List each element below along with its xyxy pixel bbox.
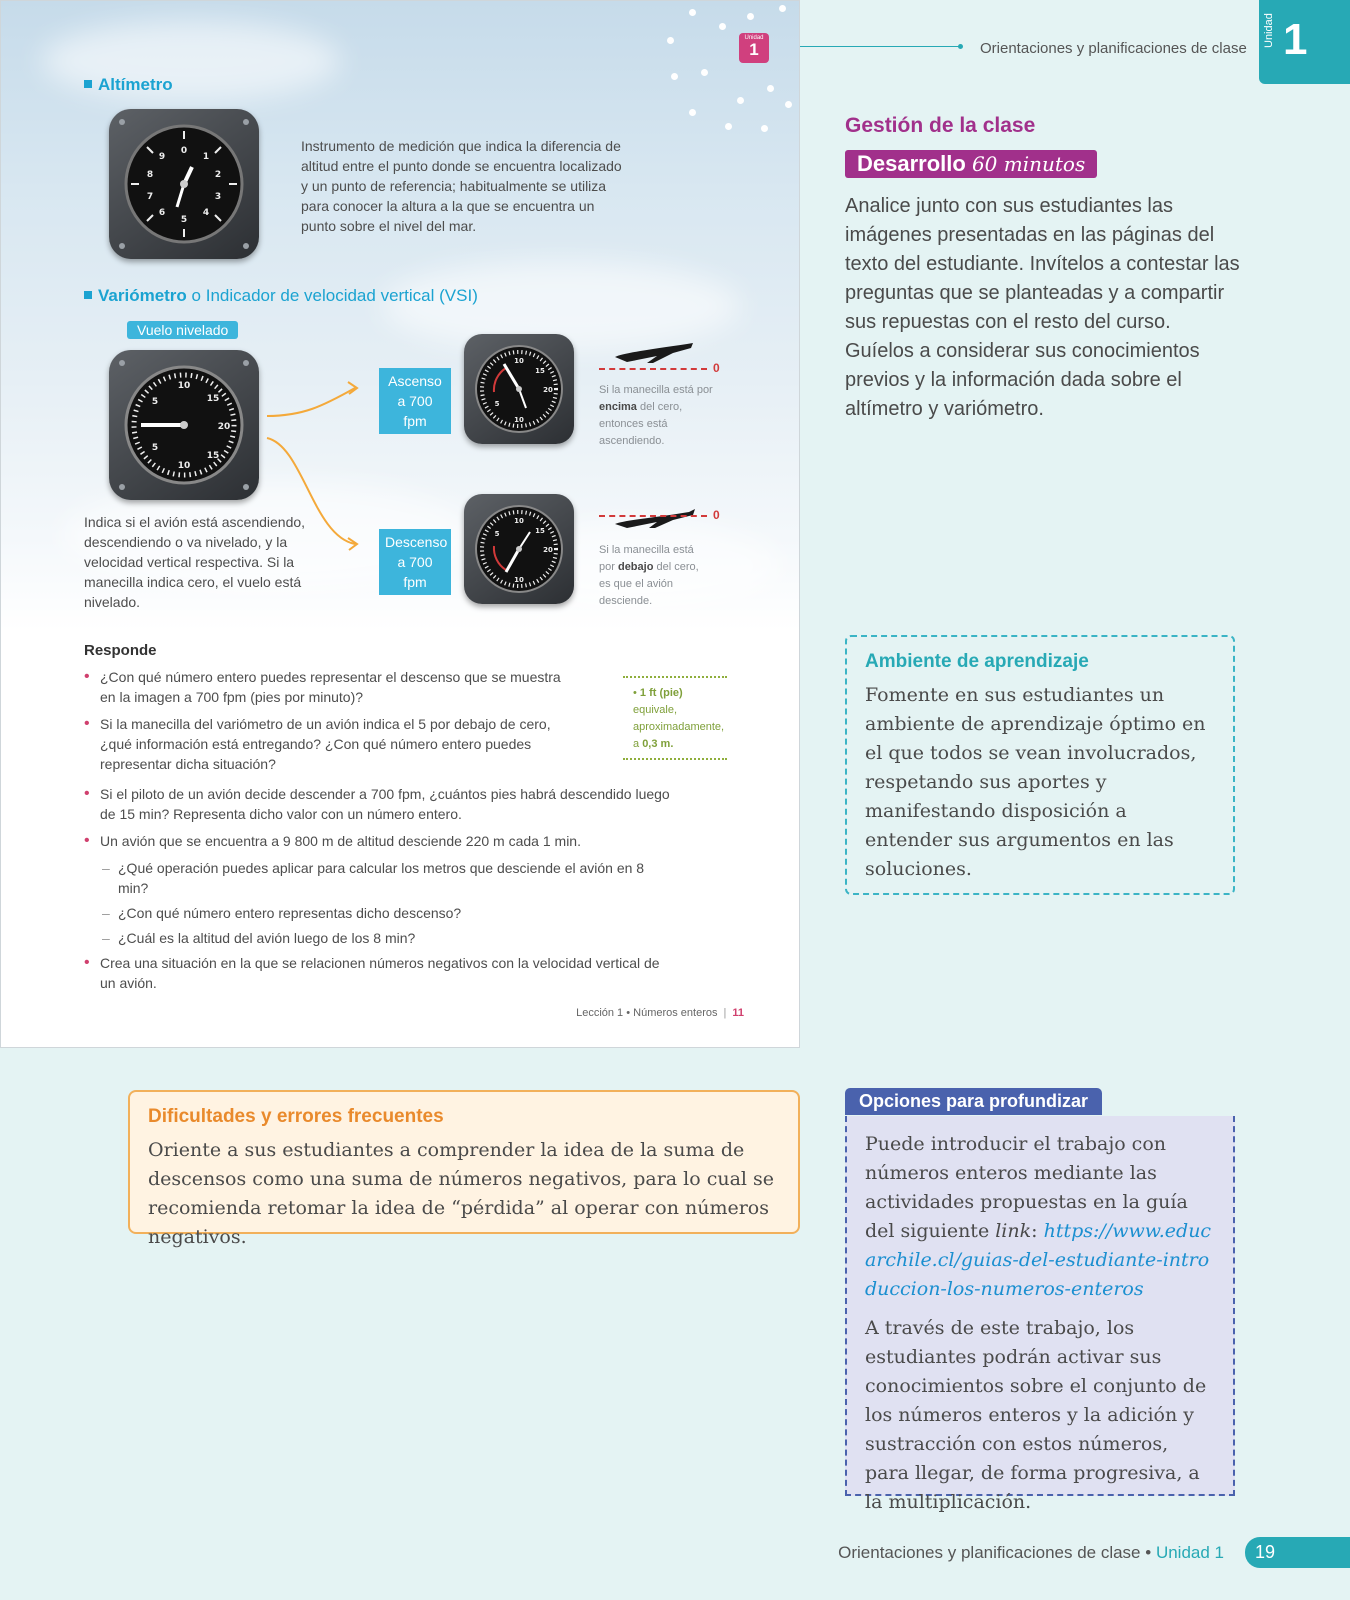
- svg-text:10: 10: [514, 517, 524, 525]
- opciones-text-1: Puede introducir el trabajo con números enteros mediante las actividades propuestas en la guía del siguiente link: https://www.educarchile.cl/guias-del-estudiante-introduccion-los-numeros-enteros: [865, 1133, 1212, 1300]
- svg-text:1: 1: [202, 152, 210, 162]
- airplane-descent-icon: [613, 506, 697, 534]
- list-item: – ¿Cuál es la altitud del avión luego de los 8 min?: [84, 928, 674, 948]
- svg-text:2: 2: [214, 170, 222, 180]
- unit-conversion-note: • 1 ft (pie) equivale, aproximadamente, a 0,3 m.: [623, 676, 727, 760]
- svg-text:7: 7: [146, 192, 154, 202]
- variometer-level-gauge: [109, 350, 259, 500]
- svg-text:0: 0: [180, 146, 188, 156]
- opciones-text-2: A través de este trabajo, los estudiantes podrán activar sus conocimientos sobre el conjunto de los números enteros y la adición y sustracción con estos números, para llegar, de forma progresiva, a la multiplicación.: [865, 1317, 1207, 1513]
- list-item: – ¿Qué operación puedes aplicar para calcular los metros que desciende el avión en 8 min?: [84, 858, 674, 898]
- svg-text:5: 5: [494, 400, 500, 408]
- svg-text:15: 15: [206, 451, 220, 461]
- svg-text:10: 10: [514, 416, 524, 424]
- opciones-box: [845, 1116, 1235, 1513]
- svg-text:4: 4: [202, 208, 210, 218]
- list-item: • ¿Con qué número entero puedes representar el descenso que se muestra en la imagen a 700 fpm (pies por minuto)?: [84, 667, 574, 707]
- dificultades-box: [128, 1090, 800, 1248]
- zero-reference-line: [599, 515, 707, 517]
- header-dot: [958, 44, 963, 49]
- svg-text:5: 5: [494, 530, 500, 538]
- gestion-text: Analice junto con sus estudiantes las imágenes presentadas en las páginas del texto del estudiante. Invítelos a contestar las preguntas que se planteadas y a compartir sus repuestas con el resto del curso. Guíelos a considerar sus conocimientos previos y la información dada sobre el altímetro y variómetro.: [845, 195, 1240, 420]
- list-item: • Si la manecilla del variómetro de un avión indica el 5 por debajo de cero, ¿qué información está entregando? ¿Con qué número entero puedes representar dicha situación?: [84, 714, 574, 774]
- desarrollo-badge: Desarrollo 60 minutos: [845, 150, 1097, 178]
- unit-badge-label: Unidad: [744, 35, 764, 41]
- unit-badge-number: 1: [749, 40, 759, 59]
- student-book-page: [0, 0, 800, 1048]
- descenso-label: Descenso a 700 fpm: [379, 529, 451, 595]
- dificultades-text: Oriente a sus estudiantes a comprender la idea de la suma de descensos como una suma de números negativos, para lo cual se recomienda retomar la idea de “pérdida” al operar con números negativos.: [148, 1139, 775, 1248]
- svg-text:3: 3: [214, 192, 222, 202]
- svg-text:15: 15: [535, 527, 545, 535]
- list-item: • Crea una situación en la que se relacionen números negativos con la velocidad vertical de un avión.: [84, 953, 674, 993]
- page-footer: Orientaciones y planificaciones de clase • Unidad 1: [838, 1543, 1224, 1562]
- svg-text:5: 5: [151, 443, 159, 453]
- svg-text:10: 10: [177, 381, 191, 391]
- altimetro-description: Instrumento de medición que indica la diferencia de altitud entre el punto donde se encuentra localizado y un punto de referencia; habitualmente se utiliza para conocer la altura a la que se encuentra un punto sobre el nivel del mar.: [301, 138, 622, 234]
- decorative-dots: [649, 1, 799, 141]
- unit-tab-number: 1: [1283, 15, 1308, 64]
- zero-label: 0: [713, 508, 720, 522]
- ambiente-text: Fomente en sus estudiantes un ambiente de aprendizaje óptimo en el que todos se vean involucrados, respetando sus aportes y manifestando disposición a entender sus argumentos en las soluciones.: [865, 684, 1206, 880]
- zero-label: 0: [713, 361, 720, 375]
- svg-text:20: 20: [217, 422, 231, 432]
- svg-text:5: 5: [180, 215, 188, 225]
- variometro-title: Variómetro o Indicador de velocidad vertical (VSI): [84, 286, 478, 306]
- svg-text:9: 9: [158, 152, 166, 162]
- altimeter-gauge-image: [109, 109, 259, 259]
- bullet-square-icon: [84, 80, 92, 88]
- svg-text:20: 20: [543, 546, 553, 554]
- page-number: 19: [1245, 1537, 1350, 1568]
- header-rule: [800, 46, 960, 47]
- level-flight-label: Vuelo nivelado: [127, 321, 238, 339]
- variometer-climb-gauge: [464, 334, 574, 444]
- opciones-title: Opciones para profundizar: [845, 1088, 1102, 1115]
- unit-tab: [1259, 0, 1350, 84]
- variometro-description: Indica si el avión está ascendiendo, descendiendo o va nivelado, y la velocidad vertical respectiva. Si la manecilla indica cero, el vuelo está nivelado.: [84, 514, 306, 610]
- educarchile-link[interactable]: https://www.educarchile.cl/guias-del-estudiante-introduccion-los-numeros-enteros: [865, 1220, 1212, 1300]
- question-list: [84, 667, 674, 1000]
- header-title: Orientaciones y planificaciones de clase: [980, 40, 1247, 57]
- ascenso-label: Ascenso a 700 fpm: [379, 368, 451, 434]
- svg-text:15: 15: [206, 394, 220, 404]
- altimetro-title: Altímetro: [84, 75, 173, 95]
- responde-title: Responde: [84, 642, 157, 659]
- svg-text:10: 10: [514, 357, 524, 365]
- svg-text:8: 8: [146, 170, 154, 180]
- airplane-climb-icon: [613, 341, 697, 369]
- unit-badge: [739, 33, 769, 63]
- svg-text:6: 6: [158, 208, 166, 218]
- ambiente-box: [845, 635, 1235, 895]
- ambiente-title: Ambiente de aprendizaje: [865, 651, 1089, 672]
- bullet-square-icon: [84, 291, 92, 299]
- svg-text:10: 10: [177, 461, 191, 471]
- gestion-title: Gestión de la clase: [845, 114, 1036, 137]
- list-item: • Si el piloto de un avión decide descender a 700 fpm, ¿cuántos pies habrá descendido luego de 15 min? Representa dicho valor con un número entero.: [84, 784, 674, 824]
- zero-reference-line: [599, 368, 707, 370]
- dificultades-title: Dificultades y errores frecuentes: [148, 1106, 444, 1127]
- book-footer: Lección 1 • Números enteros | 11: [576, 1007, 744, 1019]
- svg-text:10: 10: [514, 576, 524, 584]
- descent-note: Si la manecilla está por debajo del cero, es que el avión desciende.: [599, 544, 699, 607]
- list-item: • Un avión que se encuentra a 9 800 m de altitud desciende 220 m cada 1 min.: [84, 831, 674, 851]
- svg-text:20: 20: [543, 386, 553, 394]
- svg-text:15: 15: [535, 367, 545, 375]
- svg-text:5: 5: [151, 397, 159, 407]
- variometer-descent-gauge: [464, 494, 574, 604]
- list-item: – ¿Con qué número entero representas dicho descenso?: [84, 903, 674, 923]
- unit-tab-label: Unidad: [1263, 13, 1275, 48]
- climb-note: Si la manecilla está por encima del cero, entonces está ascendiendo.: [599, 384, 713, 447]
